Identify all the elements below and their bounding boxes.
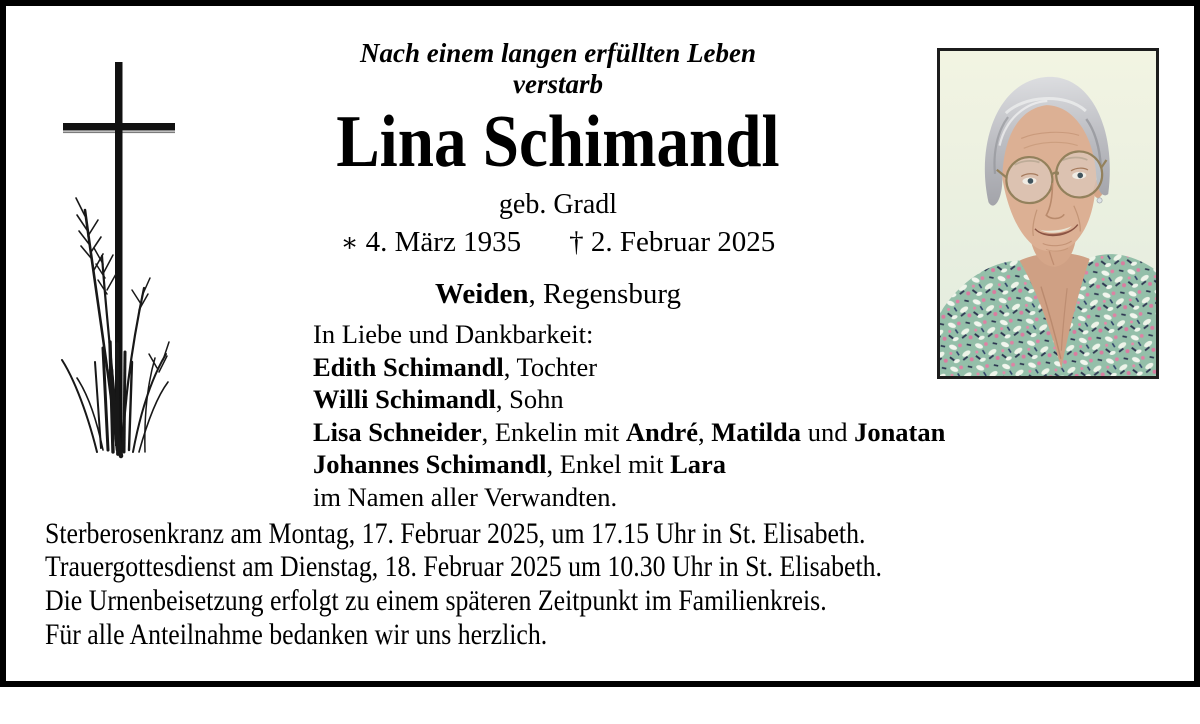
portrait-photo [937,48,1159,379]
birth-star-icon: ∗ [340,228,359,257]
dagger-icon: † [569,226,584,258]
announcement-rosary: Sterberosenkranz am Montag, 17. Februar 2025, um 17.15 Uhr in St. Elisabeth. [45,517,866,550]
announcements-block [45,517,1018,651]
header-column [200,38,916,310]
family-block [313,318,945,514]
birth-date: ∗ 4. März 1935 [340,226,522,258]
life-dates [200,227,916,258]
place-line: Weiden, Regensburg [435,278,681,310]
mourner-line: Johannes Schimandl, Enkel mit Lara [313,449,727,480]
mourner-line: Lisa Schneider, Enkelin mit André, Matilda und Jonatan [313,416,946,447]
mourner-line: Edith Schimandl, Tochter [313,351,598,382]
mourner-line: im Namen aller Verwandten. [313,481,618,512]
cross-with-grass-icon [55,52,195,462]
announcement-service: Trauergottesdienst am Dienstag, 18. Februar 2025 um 10.30 Uhr in St. Elisabeth. [45,550,882,584]
deceased-name: Lina Schimandl [336,101,780,183]
announcement-thanks: Für alle Anteilnahme bedanken wir uns herzlich. [45,617,548,651]
maiden-name: geb. Gradl [498,189,618,220]
mourner-line: Willi Schimandl, Sohn [313,384,564,415]
death-date: † 2. Februar 2025 [569,226,776,258]
announcement-burial: Die Urnenbeisetzung erfolgt zu einem späteren Zeitpunkt im Familienkreis. [45,584,827,618]
family-intro: In Liebe und Dankbarkeit: [313,319,594,349]
intro-line-1: Nach einem langen erfüllten Leben [360,38,756,68]
intro-line-2: verstarb [513,69,603,99]
